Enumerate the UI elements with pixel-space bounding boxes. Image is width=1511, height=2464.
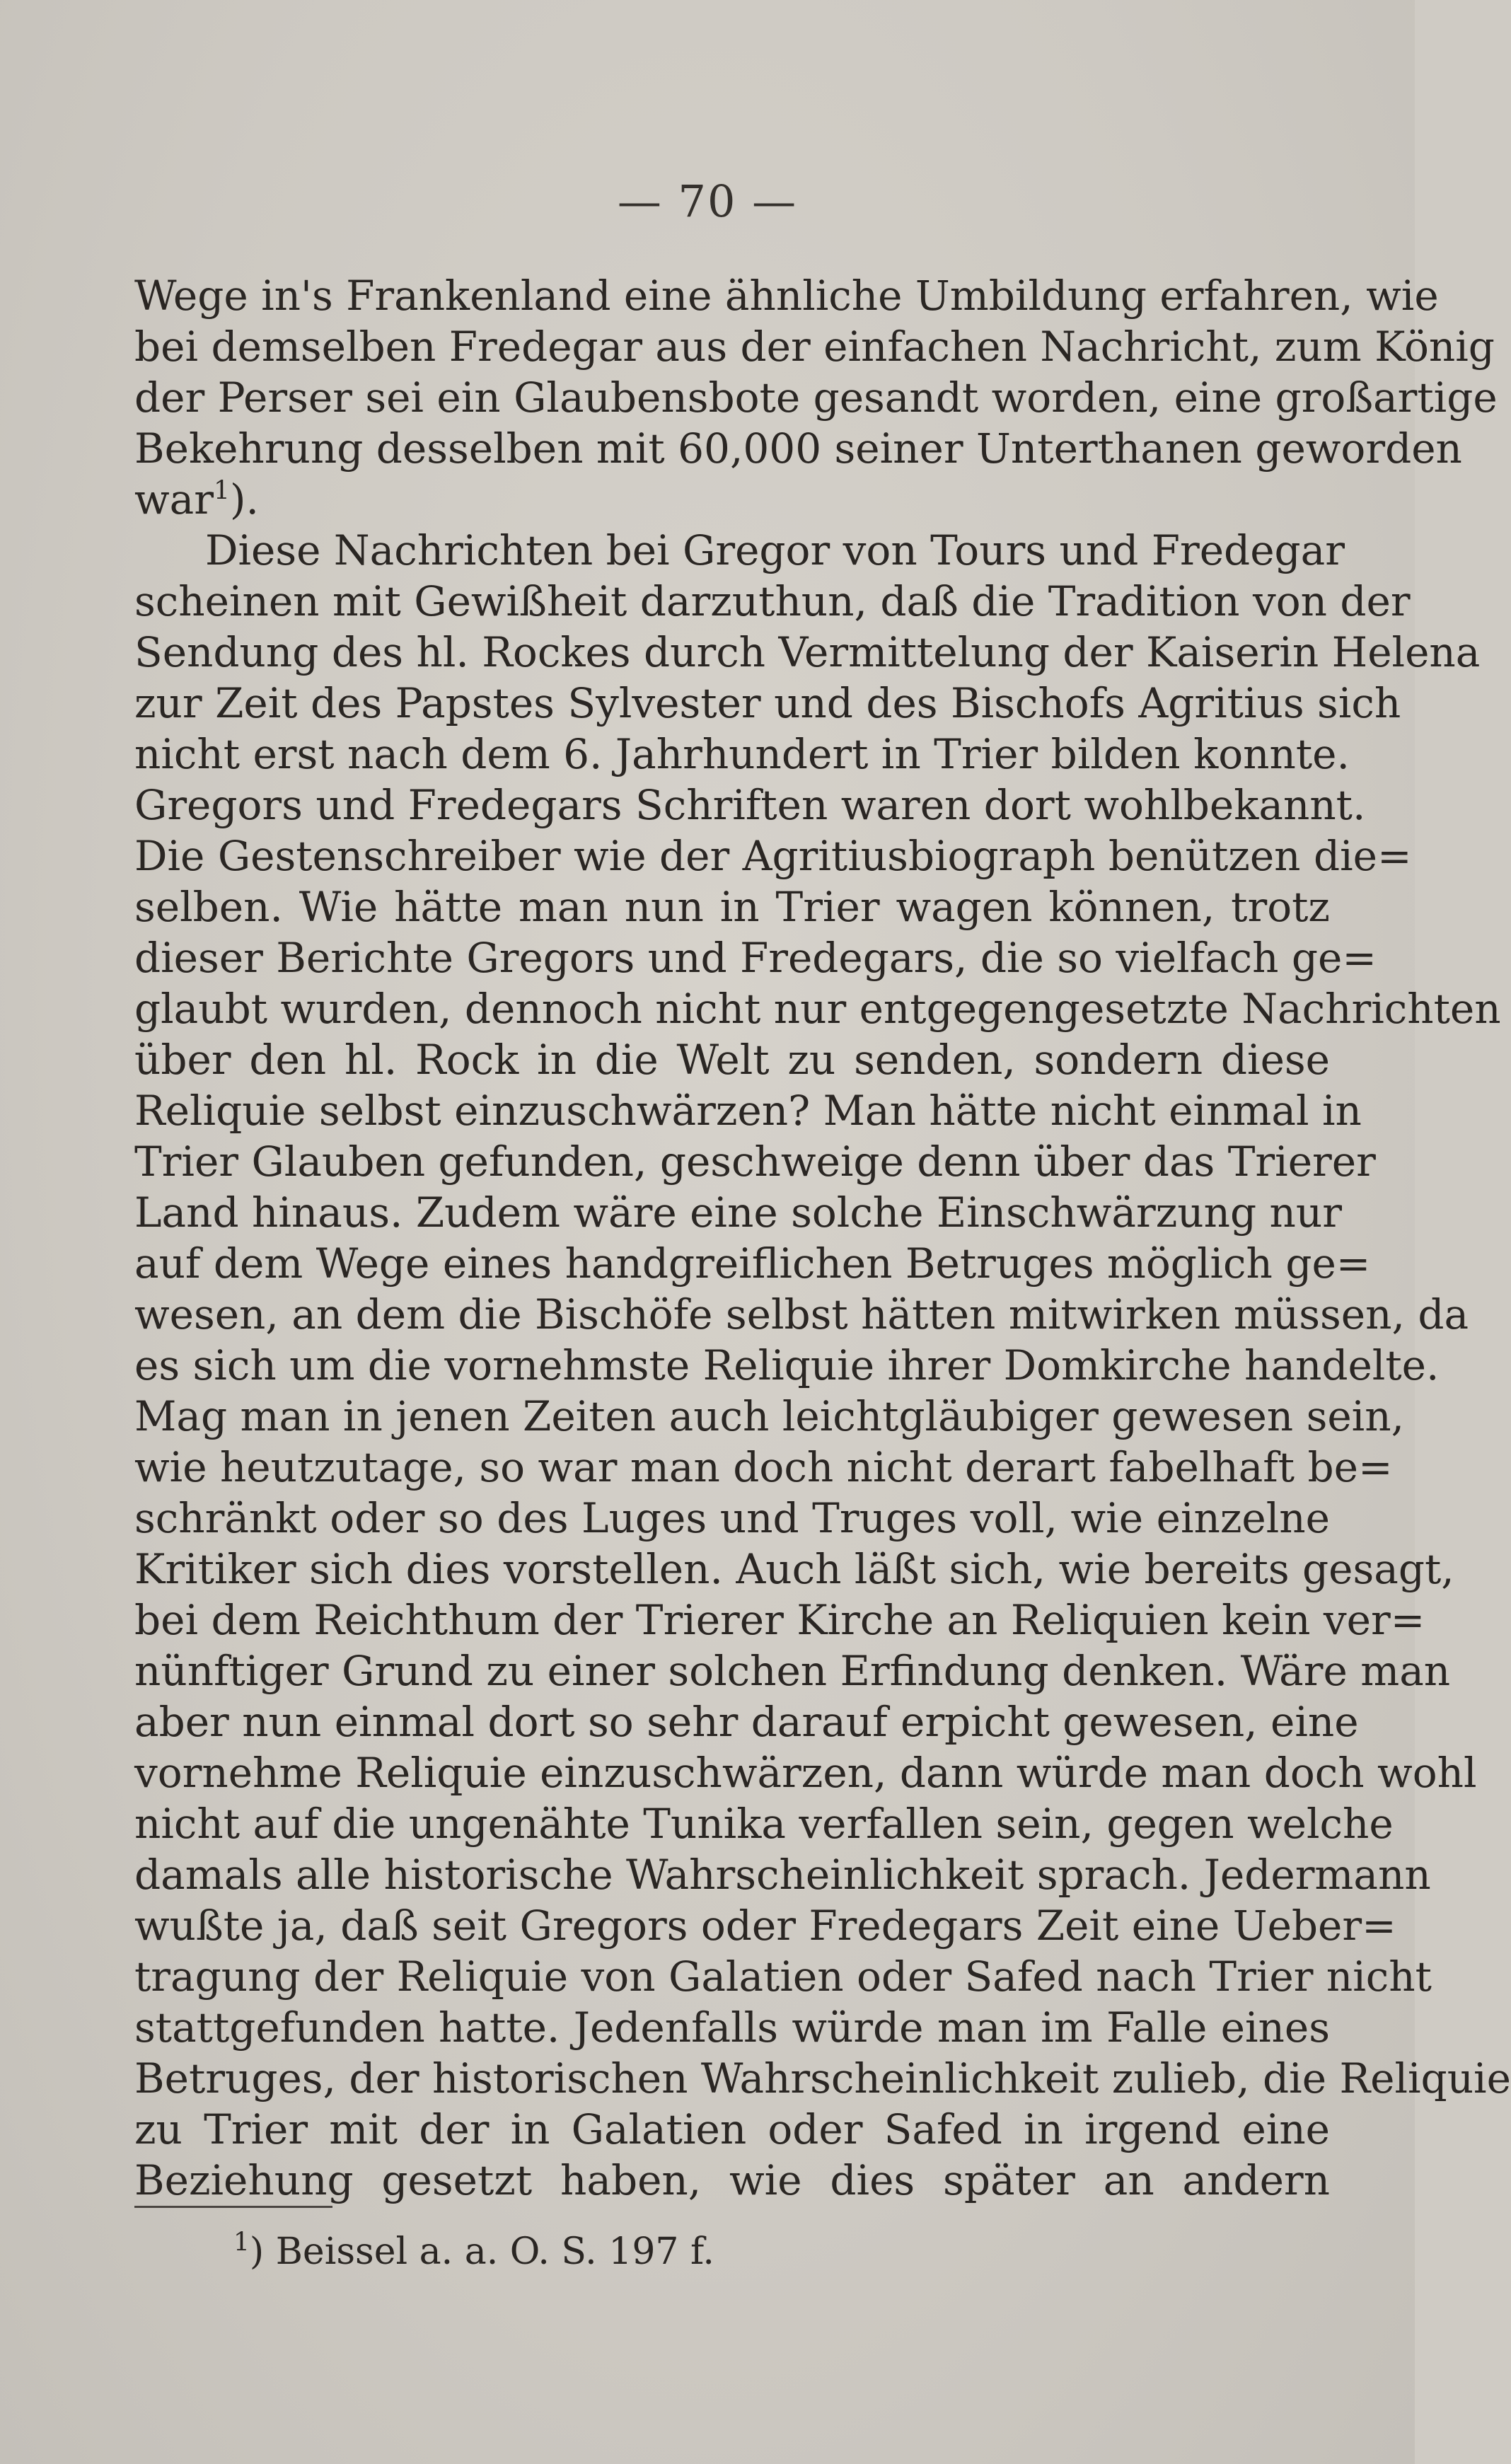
paragraph-first-line: Diese Nachrichten bei Gregor von Tours und Fredegar [205, 526, 1345, 574]
text-line: Mag man in jenen Zeiten auch leichtgläubiger gewesen sein, [134, 1392, 1405, 1440]
text-line: Die Gestenschreiber wie der Agritiusbiograph benützen die= [134, 832, 1412, 880]
footnote-text: ) Beissel a. a. O. S. 197 f. [249, 2231, 714, 2273]
text-line: Gregors und Fredegars Schriften waren dort wohlbekannt. [134, 781, 1366, 829]
body-text [134, 270, 1511, 2206]
footnote-marker: 1 [233, 2228, 250, 2257]
text-line: Kritiker sich dies vorstellen. Auch läßt sich, wie bereits gesagt, [134, 1545, 1454, 1593]
text-line: Betruges, der historischen Wahrscheinlichkeit zulieb, die Reliquie [134, 2054, 1511, 2103]
text-line: damals alle historische Wahrscheinlichkeit sprach. Jedermann [134, 1851, 1431, 1899]
text-line: wie heutzutage, so war man doch nicht derart fabelhaft be= [134, 1443, 1393, 1491]
text-line: bei demselben Fredegar aus der einfachen Nachricht, zum König [134, 323, 1495, 371]
text-line: zur Zeit des Papstes Sylvester und des Bischofs Agritius sich [134, 679, 1401, 727]
text-line: auf dem Wege eines handgreiflichen Betruges möglich ge= [134, 1239, 1371, 1288]
text-line [134, 474, 1330, 525]
text-line: aber nun einmal dort so sehr darauf erpicht gewesen, eine [134, 1698, 1359, 1746]
text-line: bei dem Reichthum der Trierer Kirche an Reliquien kein ver= [134, 1596, 1425, 1644]
page-number: — 70 — [617, 175, 798, 227]
footnote-reference: 1 [213, 476, 230, 506]
text-line: nicht auf die ungenähte Tunika verfallen sein, gegen welche [134, 1800, 1394, 1848]
text-line: glaubt wurden, dennoch nicht nur entgegengesetzte Nachrichten [134, 985, 1501, 1033]
text-fragment: ). [229, 475, 259, 524]
text-line: es sich um die vornehmste Reliquie ihrer Domkirche handelte. [134, 1341, 1440, 1389]
text-line: dieser Berichte Gregors und Fredegars, die so vielfach ge= [134, 934, 1377, 982]
text-line: Reliquie selbst einzuschwärzen? Man hätte nicht einmal in [134, 1087, 1362, 1135]
text-line: Beziehung gesetzt haben, wie dies später an andern [134, 2156, 1330, 2204]
text-line: nünftiger Grund zu einer solchen Erfindung denken. Wäre man [134, 1647, 1451, 1695]
text-line: über den hl. Rock in die Welt zu senden, sondern diese [134, 1036, 1330, 1084]
text-line: zu Trier mit der in Galatien oder Safed in irgend eine [134, 2105, 1330, 2153]
text-line: selben. Wie hätte man nun in Trier wagen können, trotz [134, 883, 1330, 931]
text-line: wußte ja, daß seit Gregors oder Fredegars Zeit eine Ueber= [134, 1902, 1396, 1950]
footnote [233, 2227, 714, 2277]
text-line: der Perser sei ein Glaubensbote gesandt worden, eine großartige [134, 374, 1498, 422]
text-line: vornehme Reliquie einzuschwärzen, dann würde man doch wohl [134, 1749, 1477, 1797]
text-line: Sendung des hl. Rockes durch Vermittelung der Kaiserin Helena [134, 628, 1481, 676]
text-line: schränkt oder so des Luges und Truges voll, wie einzelne [134, 1494, 1330, 1542]
text-line: Wege in's Frankenland eine ähnliche Umbildung erfahren, wie [134, 272, 1439, 320]
text-line: Land hinaus. Zudem wäre eine solche Einschwärzung nur [134, 1188, 1342, 1237]
text-line: tragung der Reliquie von Galatien oder Safed nach Trier nicht [134, 1953, 1432, 2001]
text-line: nicht erst nach dem 6. Jahrhundert in Trier bilden konnte. [134, 730, 1350, 778]
text-line: scheinen mit Gewißheit darzuthun, daß die Tradition von der [134, 577, 1411, 625]
text-line: Bekehrung desselben mit 60,000 seiner Unterthanen geworden [134, 424, 1462, 473]
text-line: stattgefunden hatte. Jedenfalls würde man im Falle eines [134, 2003, 1330, 2052]
text-fragment: war [134, 475, 214, 524]
footnote-divider [134, 2206, 332, 2208]
text-line: wesen, an dem die Bischöfe selbst hätten mitwirken müssen, da [134, 1290, 1469, 1338]
text-line: Trier Glauben gefunden, geschweige denn über das Trierer [134, 1138, 1376, 1186]
